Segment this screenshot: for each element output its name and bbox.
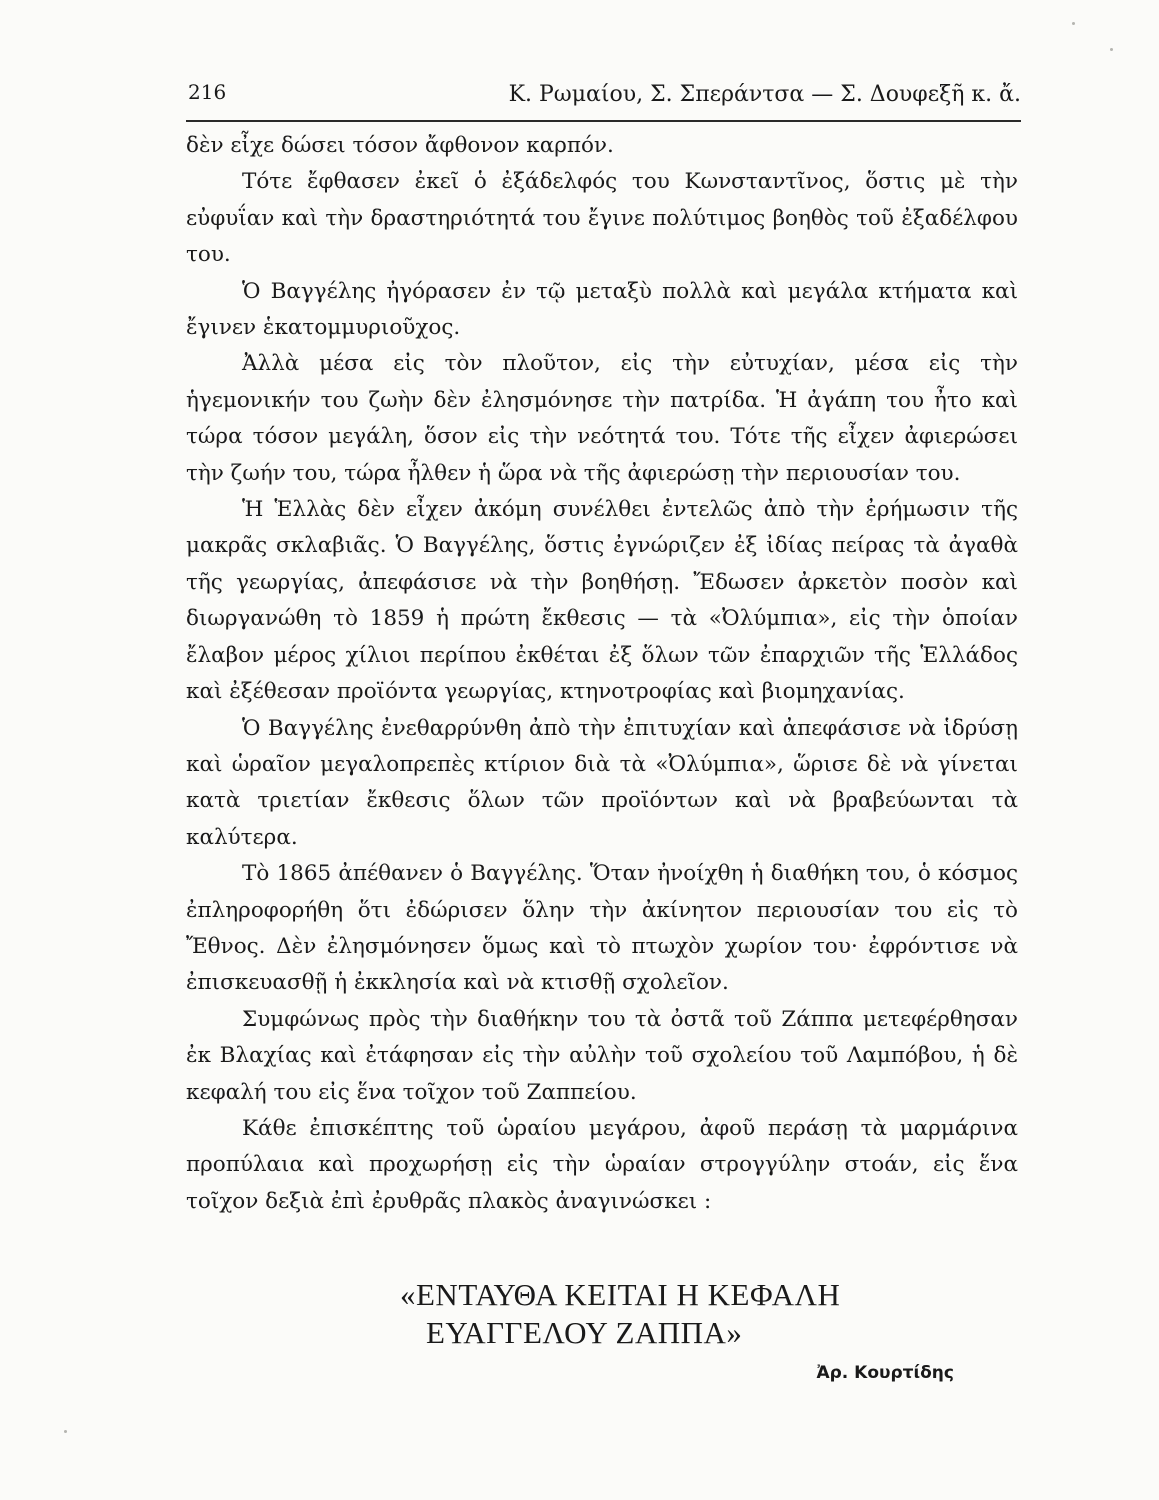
- paper-speck: [1072, 22, 1075, 25]
- paragraph-4: Ἀλλὰ μέσα εἰς τὸν πλοῦτον, εἰς τὴν εὐτυχίαν, μέσα εἰς τὴν ἡγεμονικήν του ζωὴν δὲν ἐλησμόνησε τὴν πατρίδα. Ἡ ἀγάπη του ἦτο καὶ τώρα τόσον μεγάλη, ὅσον εἰς τὴν νεότητά του. Τότε τῆς εἶχεν ἀφιερώσει τὴν ζωήν του, τώρα ἦλθεν ἡ ὥρα νὰ τῆς ἀφιερώσῃ τὴν περιουσίαν του.: [186, 351, 1018, 486]
- paper-speck: [1110, 48, 1113, 51]
- paper-speck: [64, 1430, 67, 1433]
- paragraph-5: Ἡ Ἑλλὰς δὲν εἶχεν ἀκόμη συνέλθει ἐντελῶς ἀπὸ τὴν ἐρήμωσιν τῆς μακρᾶς σκλαβιᾶς. Ὁ Βαγγέλης, ὅστις ἐγνώριζεν ἐξ ἰδίας πείρας τὰ ἀγαθὰ τῆς γεωργίας, ἀπεφάσισε νὰ τὴν βοηθήσῃ. Ἔδωσεν ἀρκετὸν ποσὸν καὶ διωργανώθη τὸ 1859 ἡ πρώτη ἔκθεσις — τὰ «Ὀλύμπια», εἰς τὴν ὁποίαν ἔλαβον μέρος χίλιοι περίπου ἐκθέται ἐξ ὅλων τῶν ἐπαρχιῶν τῆς Ἑλλάδος καὶ ἐξέθεσαν προϊόντα γεωργίας, κτηνοτροφίας καὶ βιομηχανίας.: [186, 497, 1018, 705]
- paragraph-7: Τὸ 1865 ἀπέθανεν ὁ Βαγγέλης. Ὅταν ἠνοίχθη ἡ διαθήκη του, ὁ κόσμος ἐπληροφορήθη ὅτι ἐδώρισεν ὅλην τὴν ἀκίνητον περιουσίαν του εἰς τὸ Ἔθνος. Δὲν ἐλησμόνησεν ὅμως καὶ τὸ πτωχὸν χωρίον του· ἐφρόντισε νὰ ἐπισκευασθῇ ἡ ἐκκλησία καὶ νὰ κτισθῇ σχολεῖον.: [186, 861, 1018, 996]
- page-number: 216: [188, 80, 227, 104]
- inscription: [400, 1276, 840, 1352]
- paragraph-2: Τότε ἔφθασεν ἐκεῖ ὁ ἐξάδελφός του Κωνσταντῖνος, ὅστις μὲ τὴν εὐφυΐαν καὶ τὴν δραστηριότητά του ἔγινε πολύτιμος βοηθὸς τοῦ ἐξαδέλφου του.: [186, 169, 1018, 268]
- paragraph-3: Ὁ Βαγγέλης ἠγόρασεν ἐν τῷ μεταξὺ πολλὰ καὶ μεγάλα κτήματα καὶ ἔγινεν ἑκατομμυριοῦχος.: [186, 278, 1018, 341]
- body-text: [186, 128, 1018, 1220]
- page-header: [186, 76, 1021, 122]
- inscription-line-2: ΕΥΑΓΓΕΛΟΥ ΖΑΠΠΑ»: [426, 1315, 743, 1350]
- paragraph-6: Ὁ Βαγγέλης ἐνεθαρρύνθη ἀπὸ τὴν ἐπιτυχίαν καὶ ἀπεφάσισε νὰ ἱδρύσῃ καὶ ὡραῖον μεγαλοπρεπὲς κτίριον διὰ τὰ «Ὀλύμπια», ὥρισε δὲ νὰ γίνεται κατὰ τριετίαν ἔκθεσις ὅλων τῶν προϊόντων καὶ νὰ βραβεύωνται τὰ καλύτερα.: [186, 715, 1018, 850]
- paragraph-1: δὲν εἶχε δώσει τόσον ἄφθονον καρπόν.: [186, 133, 614, 158]
- inscription-line-1: «ΕΝΤΑΥΘΑ ΚΕΙΤΑΙ Η ΚΕΦΑΛΗ: [400, 1277, 841, 1312]
- paragraph-9: Κάθε ἐπισκέπτης τοῦ ὡραίου μεγάρου, ἀφοῦ περάσῃ τὰ μαρμάρινα προπύλαια καὶ προχωρήσῃ εἰς τὴν ὡραίαν στρογγύλην στοάν, εἰς ἕνα τοῖχον δεξιὰ ἐπὶ ἐρυθρᾶς πλακὸς ἀναγινώσκει :: [186, 1115, 1018, 1214]
- author-signature: Ἀρ. Κουρτίδης: [816, 1363, 954, 1383]
- paragraph-8: Συμφώνως πρὸς τὴν διαθήκην του τὰ ὀστᾶ τοῦ Ζάππα μετεφέρθησαν ἐκ Βλαχίας καὶ ἐτάφησαν εἰς τὴν αὐλὴν τοῦ σχολείου τοῦ Λαμπόβου, ἡ δὲ κεφαλή του εἰς ἕνα τοῖχον τοῦ Ζαππείου.: [186, 1006, 1018, 1105]
- running-head: Κ. Ρωμαίου, Σ. Σπεράντσα — Σ. Δουφεξῆ κ. ἄ.: [508, 82, 1021, 107]
